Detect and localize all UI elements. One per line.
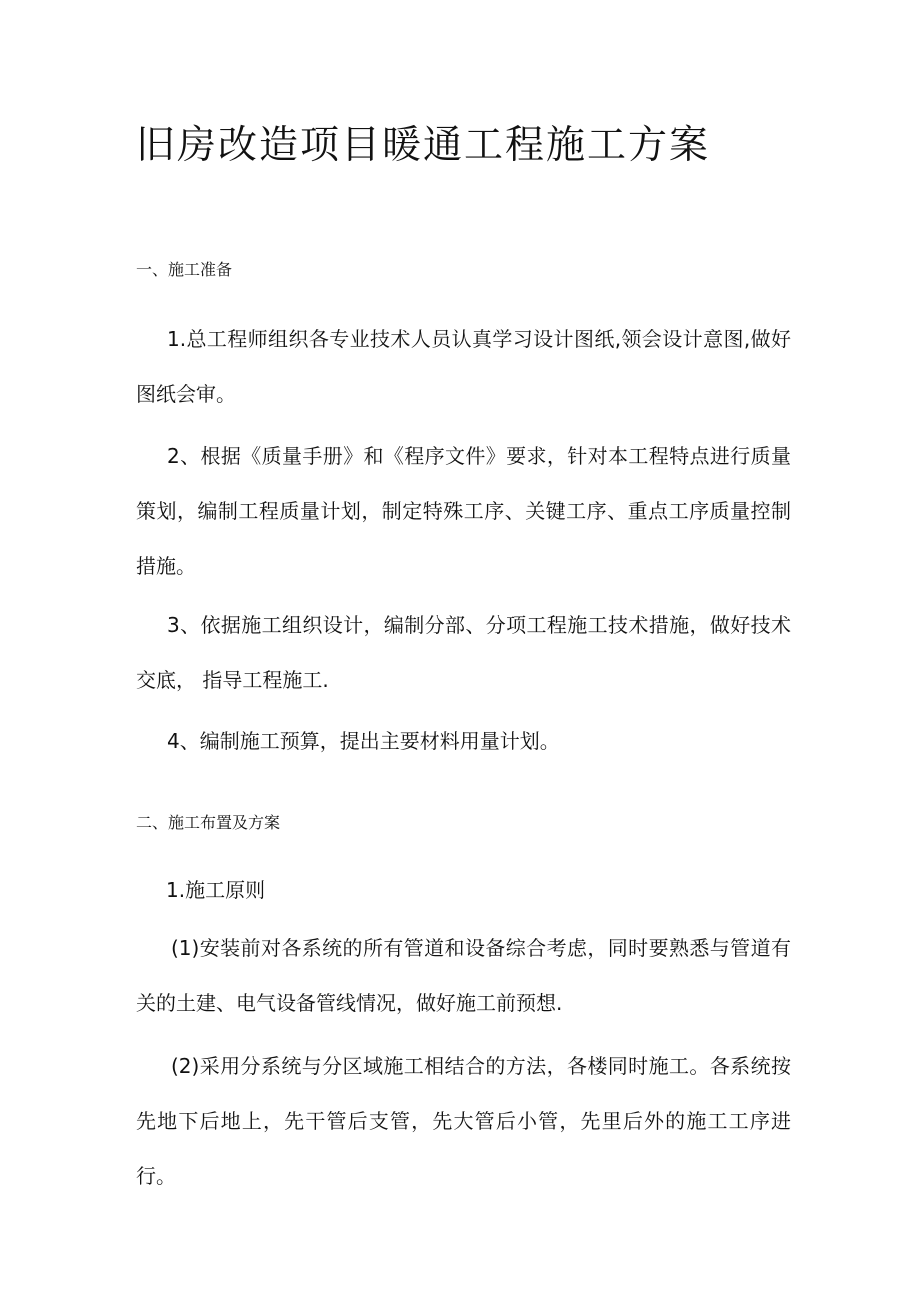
subheading-principles: 1.施工原则 bbox=[166, 878, 266, 902]
paragraph-3: 3、依据施工组织设计，编制分部、分项工程施工技术措施，做好技术交底， 指导工程施工. bbox=[136, 613, 791, 692]
paragraph-principle-2: (2)采用分系统与分区域施工相结合的方法，各楼同时施工。各系统按先地下后地上，先干管后支管，先大管后小管，先里后外的施工工序进行。 bbox=[136, 1054, 791, 1188]
document-title: 旧房改造项目暖通工程施工方案 bbox=[136, 123, 711, 168]
paragraph-4: 4、编制施工预算，提出主要材料用量计划。 bbox=[167, 729, 560, 753]
section-heading-layout: 二、施工布置及方案 bbox=[136, 813, 281, 832]
paragraph-principle-1: (1)安装前对各系统的所有管道和设备综合考虑，同时要熟悉与管道有关的土建、电气设备管线情况，做好施工前预想. bbox=[136, 936, 791, 1015]
paragraph-2: 2、根据《质量手册》和《程序文件》要求，针对本工程特点进行质量策划，编制工程质量计划，制定特殊工序、关键工序、重点工序质量控制措施。 bbox=[136, 444, 791, 578]
paragraph-1: 1.总工程师组织各专业技术人员认真学习设计图纸,领会设计意图,做好图纸会审。 bbox=[136, 327, 791, 406]
section-heading-preparation: 一、施工准备 bbox=[136, 260, 233, 279]
